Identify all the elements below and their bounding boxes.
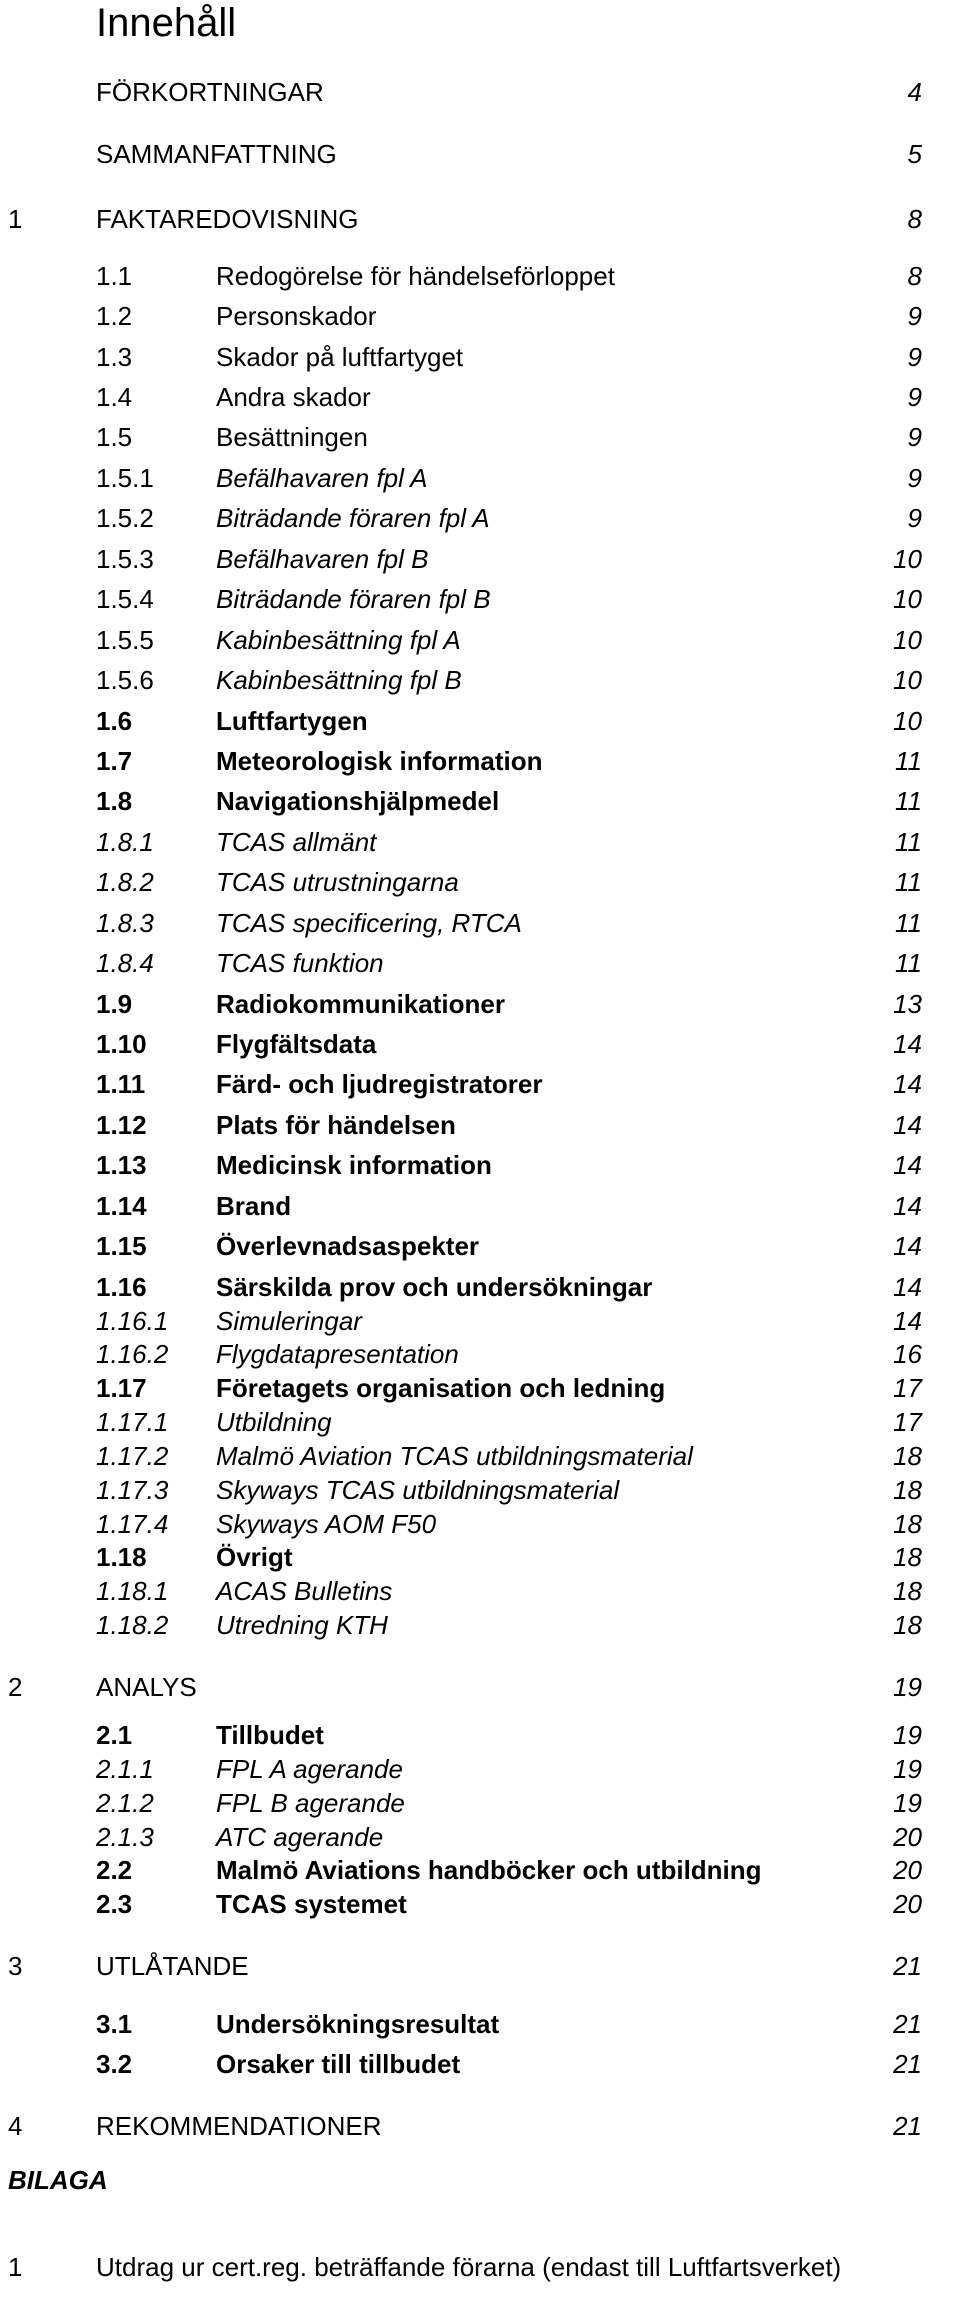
- toc-entry-label: Malmö Aviation TCAS utbildningsmaterial: [216, 1441, 693, 1471]
- toc-entry-label: Överlevnadsaspekter: [216, 1231, 480, 1261]
- toc-entry-label: Redogörelse för händelseförloppet: [216, 261, 615, 291]
- toc-entry-number: 1.17.3: [96, 1475, 169, 1505]
- toc-entry-label: Biträdande föraren fpl B: [216, 584, 491, 614]
- toc-entry-number: 4: [8, 2111, 23, 2141]
- toc-entry-number: 2.1: [96, 1720, 133, 1750]
- toc-entry-page: 11: [895, 827, 922, 857]
- toc-entry-page: 11: [895, 908, 922, 938]
- toc-entry-label: Tillbudet: [216, 1720, 324, 1750]
- toc-entry-number: 1.18.1: [96, 1576, 169, 1606]
- toc-entry-page: 10: [893, 665, 922, 695]
- toc-entry-label: UTLÅTANDE: [96, 1951, 249, 1981]
- toc-entry-page: 14: [893, 1272, 922, 1302]
- toc-entry-number: 3: [8, 1951, 23, 1981]
- toc-entry-number: 1.8: [96, 786, 133, 816]
- toc-entry-number: 1.5.6: [96, 665, 154, 695]
- page-title: Innehåll: [96, 1, 237, 45]
- toc-entry-page: 10: [893, 584, 922, 614]
- toc-entry-page: 18: [893, 1610, 922, 1640]
- toc-entry-label: SAMMANFATTNING: [96, 139, 337, 169]
- toc-entry-page: 14: [893, 1306, 922, 1336]
- toc-entry-page: 8: [907, 261, 922, 291]
- toc-entry-label: Undersökningsresultat: [216, 2009, 500, 2039]
- toc-entry-number: 1.11: [96, 1069, 146, 1099]
- toc-entry-page: 11: [895, 786, 922, 816]
- toc-entry-page: 9: [907, 301, 922, 331]
- toc-entry-page: 21: [893, 2049, 922, 2079]
- toc-entry-number: 1.17.2: [96, 1441, 169, 1471]
- toc-entry-label: TCAS allmänt: [216, 827, 377, 857]
- toc-entry-label: Simuleringar: [216, 1306, 362, 1336]
- toc-entry-label: REKOMMENDATIONER: [96, 2111, 382, 2141]
- toc-entry-number: 1.18.2: [96, 1610, 169, 1640]
- toc-entry-page: 20: [893, 1889, 922, 1919]
- toc-entry-label: Skyways AOM F50: [216, 1509, 437, 1539]
- toc-entry-page: 19: [893, 1720, 922, 1750]
- toc-entry-label: Befälhavaren fpl A: [216, 463, 428, 493]
- toc-entry-number: 1.5: [96, 422, 133, 452]
- toc-entry-label: Brand: [216, 1191, 292, 1221]
- toc-entry-label: Skador på luftfartyget: [216, 342, 464, 372]
- toc-entry-label: Andra skador: [216, 382, 371, 412]
- toc-entry-label: FÖRKORTNINGAR: [96, 77, 324, 107]
- toc-entry-page: 21: [893, 2111, 922, 2141]
- toc-entry-number: 2.1.1: [96, 1754, 154, 1784]
- toc-entry-label: Utdrag ur cert.reg. beträffande förarna (endast till Luftfartsverket): [96, 2252, 842, 2282]
- toc-entry-page: 21: [893, 2009, 922, 2039]
- toc-entry-label: ATC agerande: [216, 1822, 384, 1852]
- toc-entry-label: BILAGA: [8, 2165, 108, 2195]
- toc-entry-label: FPL B agerande: [216, 1788, 405, 1818]
- toc-entry-label: Företagets organisation och ledning: [216, 1373, 666, 1403]
- toc-entry-page: 17: [893, 1373, 922, 1403]
- toc-entry-page: 14: [893, 1110, 922, 1140]
- toc-entry-label: TCAS utrustningarna: [216, 867, 459, 897]
- toc-entry-number: 1.13: [96, 1150, 147, 1180]
- toc-entry-page: 10: [893, 544, 922, 574]
- toc-entry-number: 3.1: [96, 2009, 133, 2039]
- toc-entry-page: 10: [893, 706, 922, 736]
- toc-entry-label: Medicinsk information: [216, 1150, 492, 1180]
- toc-entry-page: 14: [893, 1231, 922, 1261]
- toc-entry-page: 11: [895, 867, 922, 897]
- toc-entry-label: TCAS funktion: [216, 948, 384, 978]
- toc-entry-page: 9: [907, 382, 922, 412]
- toc-entry-page: 18: [893, 1542, 922, 1572]
- toc-entry-number: 1.5.5: [96, 625, 154, 655]
- toc-entry-page: 18: [893, 1509, 922, 1539]
- toc-entry-number: 1.12: [96, 1110, 147, 1140]
- toc-entry-page: 9: [907, 503, 922, 533]
- toc-entry-number: 1.6: [96, 706, 133, 736]
- toc-entry-number: 1.8.4: [96, 948, 154, 978]
- toc-entry-page: 17: [893, 1407, 922, 1437]
- toc-entry-page: 18: [893, 1475, 922, 1505]
- toc-entry-label: Radiokommunikationer: [216, 989, 505, 1019]
- toc-entry-number: 2: [8, 1672, 23, 1702]
- toc-entry-page: 19: [893, 1788, 922, 1818]
- toc-entry-label: Meteorologisk information: [216, 746, 543, 776]
- toc-entry-number: 1: [8, 2252, 23, 2282]
- toc-entry-label: Färd- och ljudregistratorer: [216, 1069, 543, 1099]
- toc-entry-page: 10: [893, 625, 922, 655]
- toc-entry-page: 16: [893, 1339, 922, 1369]
- toc-entry-number: 1.17.4: [96, 1509, 169, 1539]
- toc-entry-number: 1.5.4: [96, 584, 154, 614]
- toc-entry-number: 1.15: [96, 1231, 147, 1261]
- toc-entry-page: 20: [893, 1822, 922, 1852]
- toc-entry-number: 1.17: [96, 1373, 147, 1403]
- toc-entry-page: 19: [893, 1672, 922, 1702]
- toc-entry-number: 1.5.1: [96, 463, 154, 493]
- toc-entry-label: Kabinbesättning fpl A: [216, 625, 461, 655]
- toc-entry-label: Utredning KTH: [216, 1610, 388, 1640]
- toc-entry-label: FPL A agerande: [216, 1754, 403, 1784]
- toc-entry-label: TCAS systemet: [216, 1889, 407, 1919]
- toc-entry-number: 1.3: [96, 342, 133, 372]
- toc-entry-label: Flygfältsdata: [216, 1029, 377, 1059]
- toc-entry-number: 1.8.1: [96, 827, 154, 857]
- toc-entry-page: 18: [893, 1576, 922, 1606]
- toc-entry-number: 1.18: [96, 1542, 147, 1572]
- toc-entry-label: Särskilda prov och undersökningar: [216, 1272, 653, 1302]
- toc-entry-number: 2.2: [96, 1855, 133, 1885]
- toc-entry-number: 1.8.2: [96, 867, 154, 897]
- toc-entry-label: TCAS specificering, RTCA: [216, 908, 522, 938]
- toc-entry-label: Malmö Aviations handböcker och utbildning: [216, 1855, 762, 1885]
- toc-entry-page: 14: [893, 1191, 922, 1221]
- toc-entry-label: Kabinbesättning fpl B: [216, 665, 462, 695]
- toc-entry-page: 9: [907, 422, 922, 452]
- toc-entry-number: 2.1.3: [96, 1822, 154, 1852]
- toc-entry-label: Luftfartygen: [216, 706, 368, 736]
- toc-entry-number: 1.5.2: [96, 503, 154, 533]
- toc-entry-label: Övrigt: [216, 1542, 293, 1572]
- toc-entry-page: 8: [907, 204, 922, 234]
- toc-entry-label: Besättningen: [216, 422, 368, 452]
- toc-entry-page: 11: [895, 948, 922, 978]
- toc-entry-number: 1.16.1: [96, 1306, 169, 1336]
- toc-entry-page: 5: [907, 139, 922, 169]
- toc-entry-label: Orsaker till tillbudet: [216, 2049, 461, 2079]
- toc-entry-page: 18: [893, 1441, 922, 1471]
- toc-entry-number: 1.8.3: [96, 908, 154, 938]
- toc-entry-label: Plats för händelsen: [216, 1110, 456, 1140]
- toc-entry-number: 1.10: [96, 1029, 147, 1059]
- toc-entry-page: 21: [893, 1951, 922, 1981]
- toc-entry-page: 20: [893, 1855, 922, 1885]
- toc-entry-number: 1.17.1: [96, 1407, 169, 1437]
- toc-entry-label: Personskador: [216, 301, 377, 331]
- toc-entry-page: 4: [907, 77, 922, 107]
- toc-entry-label: ANALYS: [96, 1672, 197, 1702]
- toc-entry-page: 14: [893, 1150, 922, 1180]
- toc-entry-page: 13: [893, 989, 922, 1019]
- toc-entry-label: Biträdande föraren fpl A: [216, 503, 490, 533]
- toc-entry-label: ACAS Bulletins: [216, 1576, 393, 1606]
- toc-entry-number: 1.1: [96, 261, 133, 291]
- toc-entry-label: Flygdatapresentation: [216, 1339, 459, 1369]
- toc-entry-number: 2.1.2: [96, 1788, 154, 1818]
- toc-entry-number: 1.16: [96, 1272, 147, 1302]
- toc-entry-page: 14: [893, 1069, 922, 1099]
- toc-entry-label: Utbildning: [216, 1407, 332, 1437]
- toc-entry-page: 9: [907, 463, 922, 493]
- toc-entry-number: 3.2: [96, 2049, 133, 2079]
- toc-entry-number: 1.16.2: [96, 1339, 169, 1369]
- toc-entry-number: 1.7: [96, 746, 133, 776]
- toc-entry-page: 9: [907, 342, 922, 372]
- toc-entry-label: FAKTAREDOVISNING: [96, 204, 359, 234]
- toc-entry-number: 1: [8, 204, 23, 234]
- toc-entry-number: 1.14: [96, 1191, 147, 1221]
- toc-entry-number: 1.4: [96, 382, 133, 412]
- toc-entry-number: 1.5.3: [96, 544, 154, 574]
- toc-entry-number: 1.2: [96, 301, 133, 331]
- toc-entry-label: Navigationshjälpmedel: [216, 786, 500, 816]
- toc-entry-page: 11: [895, 746, 922, 776]
- toc-entry-label: Skyways TCAS utbildningsmaterial: [216, 1475, 620, 1505]
- toc-entry-number: 1.9: [96, 989, 133, 1019]
- toc-entry-label: Befälhavaren fpl B: [216, 544, 429, 574]
- toc-entry-number: 2.3: [96, 1889, 133, 1919]
- toc-entry-page: 19: [893, 1754, 922, 1784]
- toc-entry-page: 14: [893, 1029, 922, 1059]
